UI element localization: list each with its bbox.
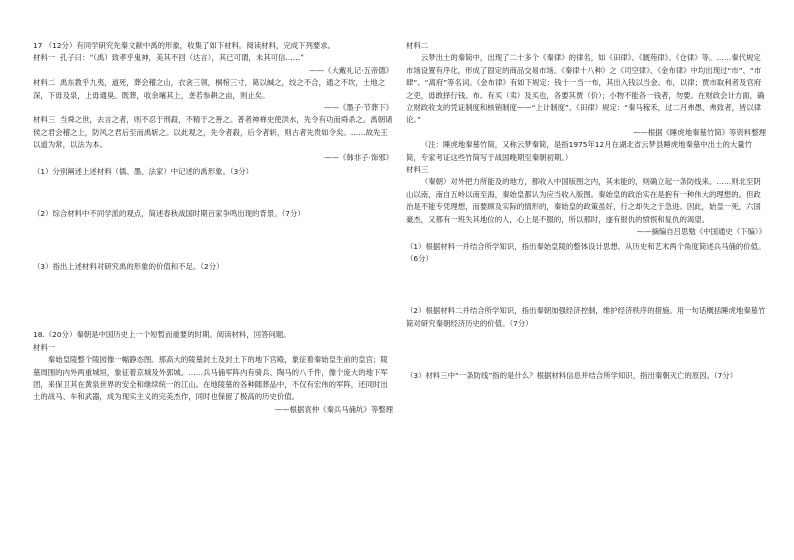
answer-space (406, 330, 766, 368)
q18-header: 18.（20分）秦朝是中国历史上一个短暂而重要的时期。阅读材料，回答问题。 (33, 330, 291, 340)
q17-m2-label: 材料二 (33, 78, 56, 88)
q18-m1-source: ——根据袁仲《秦兵马俑坑》等整理 (274, 404, 393, 414)
q18-m2-text: 云梦出土的秦简中，出现了二十多个《秦律》的律名，如《田律》、《厩苑律》、《仓律》等。……秦代规定市场设置有序化，形成了固定的商品交易市场。《秦律十八种》之《司空律》、《金布律》中均出现过“市”、“市肆”、“离府”等名词。《金布律》有如下规定：钱十一当一布，其出入钱以当金、布，以律；贾市取利者及官府之吏，毋敢择行钱、布。有买（卖）及买也，各要其贾（价）；小物不能各一钱者，勿要。在财政会计方面，确立财政收支的凭证制度和核销制度——“上计制度”。《田律》规定：“秦马稼禾，过二月弗愚、弗致者，皆以律论。” (406, 53, 765, 125)
q17-material-1 (33, 52, 393, 64)
answer-space (406, 265, 766, 303)
q17-m1-text: 孔子曰：“（禹）致孝乎鬼神，美其不回（达言），其已可谓，未其可信……” (59, 53, 304, 63)
answer-space (33, 311, 393, 329)
left-column (33, 40, 393, 416)
q17-question-3: （3）指出上述材料对研究禹的形象的价值和不足。（2分） (33, 261, 224, 271)
q17-m2-source: ——《墨子·节葬下》 (324, 103, 393, 113)
q18-question-3: （3）材料三中“一条防线”指的是什么？根据材料信息并结合所学知识，指出秦朝灭亡的原因。（7分） (406, 371, 738, 381)
q18-m3-text: （秦朝）对外把力所能及的地方，都收入中国版图之内，其未能的，则确立起一条防线来。……则北至阴山以南，南自五岭以南至海，秦始皇都认为应当收入版图。秦始皇的政治实在是抱有一种伟大的理想的。但政治是不能专凭理想，而要顾及实际的情形的，秦始皇的政策虽好，行之却失之于急进。因此，始皇一死，六国豪杰，又都有一班失其地位的人，心上是不服的，所以那时，遂有报仇的愤恨和复仇的渴望。 (406, 177, 761, 224)
q17-m3-label: 材料三 (33, 115, 56, 125)
q17-header: 17 （12分）有同学研究先秦文献中禹的形象，收集了如下材料。阅读材料，完成下列要求。 (33, 41, 336, 50)
q18-m2-note: （注：睡虎地秦墓竹简，又称云梦秦简，是指1975年12月在湖北省云梦县睡虎地秦墓中出土的大量竹简，专家考证这些竹简写于战国晚期至秦朝初期。） (406, 140, 753, 162)
right-column (406, 40, 766, 383)
q17-m1-source: ——《大戴礼记·五帝德》 (309, 65, 393, 75)
q18-m1-text: 秦始皇陵整个陵园像一幅静态图。那高大的陵墓封土及封土下的地下宫殿，象征着秦始皇生前的皇宫；陵墓周围的内外两重城垣，象征着京城及外郭城。……兵马俑军阵内有骑兵、陶马的八千件，像个庞大的地下军团，来保卫其在黄泉世界的安全和继续统一的江山。在地陵墓的各种随葬品中，不仅有宏伟的军阵，还同时出土的战马、车和武器，成为现实主义的完美杰作，同时也保留了极高的历史价值。 (33, 355, 388, 402)
answer-space (33, 178, 393, 206)
q18-question-1: （1）根据材料一并结合所学知识，指出秦始皇陵的整体设计思想。从历史和艺术两个角度简述兵马俑的价值。（6分） (406, 241, 766, 263)
answer-space (33, 221, 393, 259)
q17-material-2 (33, 77, 393, 102)
q17-m1-label: 材料一 (33, 53, 56, 63)
q17-question-2: （2）综合材料中不同学派的观点，简述春秋战国时期百家争鸣出现的背景。（7分） (33, 209, 305, 219)
answer-space (33, 273, 393, 311)
q17-material-3 (33, 114, 393, 151)
q17-m2-text: 禹东教乎九夷，道死，葬会稽之山，衣衾三领，桐棺三寸，葛以缄之，绞之不合，通之不坎，土地之深，下毋及泉，上毋通臭。既葬，收余壤其上，垄若参耕之亩，则止矣。 (33, 78, 386, 100)
q17-m3-source: ——《韩非子·饰邪》 (324, 152, 393, 162)
q18-m2-label: 材料二 (406, 41, 429, 50)
q18-m3-source: ——摘编自吕思勉《中国通史（下编）》 (636, 227, 766, 237)
q18-question-2: （2）根据材料二并结合所学知识，指出秦朝加强经济控制，维护经济秩序的措施。用一句话概括睡虎地秦墓竹简对研究秦朝经济历史的价值。（7分） (406, 306, 766, 328)
q17-m3-text: 当舜之世，去言之者，则不忍于刑殺，不精于之善之。普者神禅史使洪水，先令有功而舜杀之。禹朝诸侯之君会稽之上，防风之君后至而禹斩之。以此观之，先令者殺，后令者斩，则古者先贵如令矣。……故先王以道为常，以法为本。 (33, 115, 393, 150)
q18-m3-label: 材料三 (406, 165, 429, 175)
q18-m2-source: ——根据《睡虎地秦墓竹简》等资料整理 (632, 127, 766, 137)
q18-m1-label: 材料一 (33, 342, 56, 352)
q17-question-1: （1）分别阐述上述材料（儒、墨、法家）中记述的禹形象。（3分） (33, 167, 254, 177)
